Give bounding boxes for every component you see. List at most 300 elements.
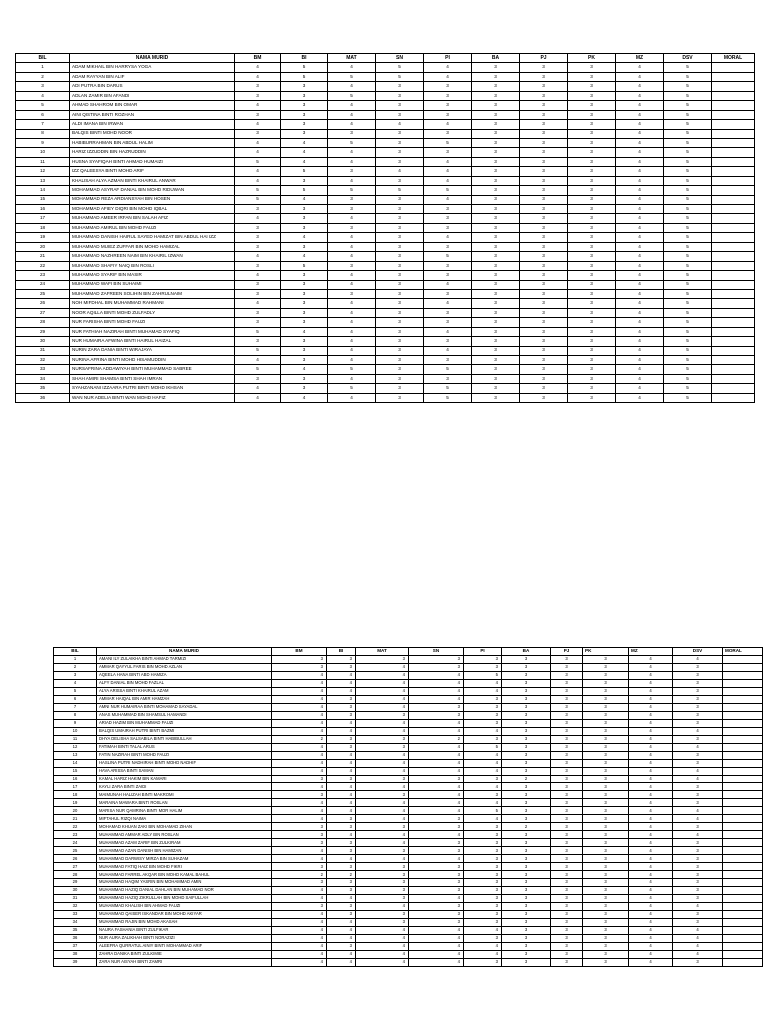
- grade-cell: 3: [568, 223, 616, 232]
- grade-cell: [723, 910, 763, 918]
- grade-cell: 3: [472, 167, 520, 176]
- row-number: 21: [16, 252, 70, 261]
- grade-cell: 4: [328, 157, 376, 166]
- grade-cell: 3: [583, 727, 629, 735]
- grade-cell: [723, 703, 763, 711]
- grade-cell: 4: [616, 365, 664, 374]
- table-row: [16, 346, 755, 355]
- grade-cell: 3: [235, 308, 281, 317]
- grade-cell: 3: [502, 791, 551, 799]
- grade-cell: 4: [616, 148, 664, 157]
- table-row: [54, 871, 763, 879]
- grade-cell: 3: [520, 63, 568, 72]
- grade-cell: 3: [281, 280, 328, 289]
- grade-cell: 3: [464, 879, 502, 887]
- grade-cell: 3: [502, 687, 551, 695]
- table-row: [54, 791, 763, 799]
- grade-cell: 3: [568, 374, 616, 383]
- row-number: 24: [16, 280, 70, 289]
- grade-cell: 3: [551, 743, 583, 751]
- grade-cell: 3: [409, 663, 464, 671]
- table-row: [16, 223, 755, 232]
- grade-cell: 3: [568, 384, 616, 393]
- grade-cell: 3: [281, 214, 328, 223]
- grade-cell: 4: [629, 687, 673, 695]
- grade-cell: 4: [673, 942, 723, 950]
- grade-cell: 3: [327, 695, 356, 703]
- grade-cell: 3: [583, 687, 629, 695]
- grade-cell: 3: [568, 299, 616, 308]
- grade-cell: 3: [520, 72, 568, 81]
- grade-cell: [712, 289, 755, 298]
- table-row: [16, 214, 755, 223]
- grade-cell: 3: [424, 308, 472, 317]
- grade-cell: 3: [328, 195, 376, 204]
- grade-cell: 3: [376, 337, 424, 346]
- grade-cell: 5: [664, 82, 712, 91]
- grade-cell: 3: [409, 655, 464, 663]
- grade-cell: 3: [464, 775, 502, 783]
- grade-cell: 5: [664, 242, 712, 251]
- grade-cell: 4: [235, 393, 281, 402]
- grade-cell: 3: [583, 759, 629, 767]
- grade-cell: 3: [551, 719, 583, 727]
- grade-cell: 4: [424, 280, 472, 289]
- grade-cell: 5: [281, 63, 328, 72]
- grade-cell: 4: [272, 895, 327, 903]
- grade-cell: 3: [472, 242, 520, 251]
- grade-cell: 3: [520, 356, 568, 365]
- grade-cell: 3: [464, 918, 502, 926]
- student-name: MOHAMMAD ASYRAF DANIAL BIN MOHD RIDUWAN: [70, 186, 235, 195]
- grade-cell: [712, 205, 755, 214]
- table-row: [16, 195, 755, 204]
- grade-cell: 3: [551, 791, 583, 799]
- grade-cell: 3: [409, 863, 464, 871]
- grade-cell: 3: [327, 823, 356, 831]
- grade-cell: 4: [629, 926, 673, 934]
- grade-cell: 3: [327, 815, 356, 823]
- student-name: MIFTAHUL RIZQI NAIMA: [97, 815, 272, 823]
- grade-cell: 4: [272, 855, 327, 863]
- grade-cell: [723, 711, 763, 719]
- student-name: NOH MIFDHAL BIN MUHAMMAD RAHMANI: [70, 299, 235, 308]
- student-name: SHAH AMIRI SHAMSA BINTI SHAH IMRAN: [70, 374, 235, 383]
- student-name: NURSAFRINA ADDAWIYAH BINTI MUHAMMAD SABREE: [70, 365, 235, 374]
- grade-cell: 3: [551, 895, 583, 903]
- student-name: AMMAR HAIQAL BIN AMIR HAMZAH: [97, 695, 272, 703]
- row-number: 26: [16, 299, 70, 308]
- grade-cell: 3: [502, 903, 551, 911]
- grade-cell: 5: [664, 214, 712, 223]
- grade-cell: 3: [520, 138, 568, 147]
- grade-cell: 3: [472, 129, 520, 138]
- grade-cell: 4: [616, 337, 664, 346]
- grade-cell: 3: [409, 910, 464, 918]
- grade-cell: 3: [551, 910, 583, 918]
- grade-cell: 3: [583, 950, 629, 958]
- grade-cell: 3: [472, 327, 520, 336]
- grade-cell: 4: [356, 942, 409, 950]
- grade-cell: 3: [464, 735, 502, 743]
- row-number: 30: [54, 887, 97, 895]
- grade-cell: 3: [472, 337, 520, 346]
- grade-cell: 2: [272, 871, 327, 879]
- grade-cell: [723, 783, 763, 791]
- grade-cell: 3: [356, 847, 409, 855]
- grade-cell: 5: [664, 63, 712, 72]
- table-row: [54, 847, 763, 855]
- grade-cell: 3: [464, 958, 502, 966]
- grade-cell: 4: [464, 759, 502, 767]
- grade-cell: 4: [616, 346, 664, 355]
- grade-cell: 3: [472, 299, 520, 308]
- grade-cell: 4: [272, 695, 327, 703]
- grade-cell: 3: [568, 138, 616, 147]
- grade-cell: 4: [673, 807, 723, 815]
- grade-cell: 3: [568, 129, 616, 138]
- grade-cell: 3: [409, 871, 464, 879]
- grade-cell: 5: [664, 72, 712, 81]
- grade-cell: [712, 384, 755, 393]
- grade-cell: 4: [328, 337, 376, 346]
- table-row: [16, 157, 755, 166]
- column-header: DSV: [664, 54, 712, 63]
- grade-cell: 3: [673, 711, 723, 719]
- grade-cell: [712, 308, 755, 317]
- grade-cell: 4: [616, 242, 664, 251]
- table-row: [54, 751, 763, 759]
- grade-cell: 3: [583, 799, 629, 807]
- grade-cell: 4: [424, 176, 472, 185]
- grade-cell: 3: [376, 393, 424, 402]
- grade-cell: 3: [583, 934, 629, 942]
- grade-cell: 4: [328, 82, 376, 91]
- grade-cell: 5: [664, 157, 712, 166]
- row-number: 29: [16, 327, 70, 336]
- student-name: AHMAD SHAHROM BIN OMAR: [70, 101, 235, 110]
- grade-cell: [723, 775, 763, 783]
- row-number: 26: [54, 855, 97, 863]
- grade-cell: 3: [673, 823, 723, 831]
- grade-cell: 3: [551, 823, 583, 831]
- grade-cell: 3: [376, 384, 424, 393]
- grade-cell: 3: [464, 695, 502, 703]
- grade-cell: 4: [235, 384, 281, 393]
- grade-cell: 5: [664, 337, 712, 346]
- grade-cell: 3: [520, 308, 568, 317]
- grade-cell: 4: [424, 233, 472, 242]
- table-row: [54, 895, 763, 903]
- student-name: MUHAMMAD ZAFREEN SOLIHIN BIN ZAHRULNAIM: [70, 289, 235, 298]
- student-name: NUR AURA ZALIKHAH BINTI NORAZIZI: [97, 934, 272, 942]
- grade-cell: 3: [520, 120, 568, 129]
- grade-cell: 4: [464, 687, 502, 695]
- column-header: BIL: [54, 648, 97, 656]
- grade-cell: 3: [520, 365, 568, 374]
- row-number: 35: [54, 926, 97, 934]
- grade-cell: 3: [583, 767, 629, 775]
- grade-cell: 4: [376, 167, 424, 176]
- student-name: BALQIS UMAIRAH PUTRI BINTI BAZMI: [97, 727, 272, 735]
- grade-cell: 3: [281, 356, 328, 365]
- column-header: MORAL: [712, 54, 755, 63]
- table-row: [54, 719, 763, 727]
- grades-table-2: [53, 647, 763, 967]
- grade-cell: 3: [464, 703, 502, 711]
- student-name: ALYA ARISSA BINTI KHAIRUL AZAM: [97, 687, 272, 695]
- grade-cell: 4: [328, 101, 376, 110]
- grade-cell: 3: [424, 148, 472, 157]
- student-name: KAYLI ZARA BINTI ZAIDI: [97, 783, 272, 791]
- table-row: [54, 903, 763, 911]
- table-row: [16, 110, 755, 119]
- row-number: 29: [54, 879, 97, 887]
- grade-cell: 3: [376, 233, 424, 242]
- grade-cell: 3: [472, 63, 520, 72]
- grade-cell: 3: [520, 393, 568, 402]
- table-row: [54, 815, 763, 823]
- column-header: MZ: [629, 648, 673, 656]
- grade-cell: [723, 735, 763, 743]
- grade-cell: 3: [673, 703, 723, 711]
- grade-cell: 4: [409, 679, 464, 687]
- grade-cell: 4: [409, 942, 464, 950]
- row-number: 31: [54, 895, 97, 903]
- grade-cell: 3: [502, 807, 551, 815]
- grade-cell: 3: [235, 129, 281, 138]
- table-row: [54, 799, 763, 807]
- grade-cell: 3: [464, 895, 502, 903]
- grade-cell: [712, 110, 755, 119]
- grade-cell: 3: [568, 72, 616, 81]
- grade-cell: [723, 863, 763, 871]
- grade-cell: [712, 271, 755, 280]
- grade-cell: 3: [551, 863, 583, 871]
- row-number: 17: [54, 783, 97, 791]
- grade-cell: 4: [464, 815, 502, 823]
- grade-cell: 3: [583, 910, 629, 918]
- grade-cell: 3: [673, 871, 723, 879]
- row-number: 1: [54, 655, 97, 663]
- grade-cell: 4: [673, 831, 723, 839]
- grade-cell: 4: [424, 167, 472, 176]
- grade-cell: 3: [464, 887, 502, 895]
- grade-cell: 3: [568, 233, 616, 242]
- grade-cell: 3: [472, 356, 520, 365]
- grade-cell: 3: [424, 318, 472, 327]
- grade-cell: 3: [551, 942, 583, 950]
- grade-cell: 4: [328, 280, 376, 289]
- grade-cell: 3: [235, 205, 281, 214]
- grade-cell: 4: [281, 195, 328, 204]
- student-name: MUHAMMAD HAQIM YASRIN BIN MOHAMMAD AMIN: [97, 879, 272, 887]
- student-name: MUHAMMAD AMEER IRFAN BIN SALAH AFIZ: [70, 214, 235, 223]
- student-name: MUHAMMAD AMIRUL BIN MOHD FAUZI: [70, 223, 235, 232]
- grade-cell: 3: [464, 871, 502, 879]
- grade-cell: 4: [281, 327, 328, 336]
- row-number: 22: [16, 261, 70, 270]
- grade-cell: 4: [616, 289, 664, 298]
- grade-cell: 3: [673, 887, 723, 895]
- grade-cell: 3: [502, 863, 551, 871]
- grade-cell: 3: [568, 195, 616, 204]
- grade-cell: 4: [328, 63, 376, 72]
- grade-cell: 3: [583, 879, 629, 887]
- grade-cell: 3: [502, 663, 551, 671]
- grade-cell: 3: [376, 110, 424, 119]
- grade-cell: 5: [664, 110, 712, 119]
- row-number: 14: [54, 759, 97, 767]
- grade-cell: 3: [520, 195, 568, 204]
- grade-cell: 4: [616, 356, 664, 365]
- grades-table-1: [15, 53, 755, 403]
- student-name: ZAHRA DANIKA BINTI ZULKIMIE: [97, 950, 272, 958]
- student-name: HARIZ IZZUDDIN BIN HAZRUDDIN: [70, 148, 235, 157]
- grade-cell: 3: [235, 374, 281, 383]
- grade-cell: 4: [673, 903, 723, 911]
- grade-cell: 3: [409, 839, 464, 847]
- grade-cell: 3: [673, 751, 723, 759]
- grade-cell: 3: [520, 186, 568, 195]
- grade-cell: 3: [409, 703, 464, 711]
- column-header: PJ: [520, 54, 568, 63]
- grade-cell: 5: [664, 167, 712, 176]
- grade-cell: 3: [502, 671, 551, 679]
- grade-cell: 3: [281, 176, 328, 185]
- grade-cell: 3: [520, 384, 568, 393]
- grade-cell: 5: [664, 308, 712, 317]
- grade-cell: 4: [376, 120, 424, 129]
- grade-cell: 4: [629, 855, 673, 863]
- grade-cell: 5: [376, 186, 424, 195]
- grade-cell: 3: [520, 261, 568, 270]
- grade-cell: 4: [327, 783, 356, 791]
- grade-cell: 4: [424, 346, 472, 355]
- grade-cell: 3: [673, 679, 723, 687]
- table-row: [16, 356, 755, 365]
- grade-cell: [723, 847, 763, 855]
- student-name: DHYA DELISHA SALSABILA BINTI HABIBULLAH: [97, 735, 272, 743]
- grade-cell: 4: [629, 934, 673, 942]
- student-name: MUHAMMAD SHAFIY NAIQ BIN ROSLI: [70, 261, 235, 270]
- table-row: [54, 887, 763, 895]
- grade-cell: 4: [616, 308, 664, 317]
- grade-cell: [712, 129, 755, 138]
- grade-cell: 3: [235, 110, 281, 119]
- grade-cell: 3: [464, 847, 502, 855]
- grade-cell: 3: [568, 91, 616, 100]
- grade-cell: 3: [464, 855, 502, 863]
- grade-cell: 4: [673, 655, 723, 663]
- student-name: ARIAD HAZIM BIN MUHAMMAD FAUZI: [97, 719, 272, 727]
- grade-cell: 2: [409, 735, 464, 743]
- grade-cell: 3: [583, 863, 629, 871]
- grade-cell: 4: [272, 687, 327, 695]
- grade-cell: 3: [356, 879, 409, 887]
- grade-cell: 3: [472, 261, 520, 270]
- table-row: [54, 759, 763, 767]
- column-header: PJ: [551, 648, 583, 656]
- grade-cell: 3: [281, 308, 328, 317]
- row-number: 18: [54, 791, 97, 799]
- grade-cell: 3: [376, 223, 424, 232]
- column-header: NAMA MURID: [70, 54, 235, 63]
- grade-cell: 3: [272, 655, 327, 663]
- row-number: 9: [54, 719, 97, 727]
- grade-cell: 4: [235, 271, 281, 280]
- grade-cell: 3: [376, 195, 424, 204]
- row-number: 27: [16, 308, 70, 317]
- grade-cell: 3: [472, 91, 520, 100]
- row-number: 8: [16, 129, 70, 138]
- grade-cell: 3: [356, 823, 409, 831]
- grade-cell: 4: [424, 120, 472, 129]
- student-name: NUR HUMAIRA AFWINA BINTI HAIRUL HAIZAL: [70, 337, 235, 346]
- student-name: ADAM MIKHAIL BIN HARRYSA YOGA: [70, 63, 235, 72]
- grade-cell: 5: [664, 176, 712, 185]
- grade-cell: [712, 318, 755, 327]
- table-row: [54, 823, 763, 831]
- grade-cell: 3: [673, 663, 723, 671]
- grade-cell: 4: [629, 799, 673, 807]
- student-name: MUHAMMAD AZAN DANISH BIN HAMIZAN: [97, 847, 272, 855]
- grade-cell: [723, 871, 763, 879]
- grade-cell: 3: [551, 887, 583, 895]
- table-row: [54, 839, 763, 847]
- grade-cell: 3: [568, 346, 616, 355]
- column-header: PI: [424, 54, 472, 63]
- grade-cell: 5: [424, 384, 472, 393]
- grade-cell: 3: [673, 847, 723, 855]
- grade-cell: 3: [235, 82, 281, 91]
- student-name: ADLAN ZAMIR BIN AFANDI: [70, 91, 235, 100]
- row-number: 37: [54, 942, 97, 950]
- grade-cell: 3: [376, 346, 424, 355]
- column-header: SN: [376, 54, 424, 63]
- grade-cell: 3: [272, 775, 327, 783]
- student-name: MUHAMMAD AMMAR ADLY BIN ROSLAN: [97, 831, 272, 839]
- grade-cell: 5: [424, 393, 472, 402]
- grade-cell: 3: [235, 337, 281, 346]
- grade-cell: 4: [616, 167, 664, 176]
- grade-cell: 3: [551, 663, 583, 671]
- grade-cell: 4: [616, 176, 664, 185]
- grade-cell: 3: [551, 871, 583, 879]
- grade-cell: 4: [235, 252, 281, 261]
- grade-cell: 3: [568, 148, 616, 157]
- grade-cell: 3: [502, 719, 551, 727]
- grade-cell: 3: [424, 271, 472, 280]
- grade-cell: 4: [616, 393, 664, 402]
- student-name: MOHAMMAD AFIEY DIQRI BIN MOHD IQBAL: [70, 205, 235, 214]
- grade-cell: 3: [673, 918, 723, 926]
- grade-cell: [723, 831, 763, 839]
- grade-cell: 4: [235, 63, 281, 72]
- grade-cell: 3: [502, 799, 551, 807]
- grade-cell: 4: [464, 751, 502, 759]
- column-header: NAMA MURID: [97, 648, 272, 656]
- grade-cell: 4: [616, 374, 664, 383]
- grade-cell: 3: [328, 289, 376, 298]
- grade-cell: 4: [629, 791, 673, 799]
- grade-cell: 4: [616, 63, 664, 72]
- student-name: AMMAR QAYYUL FARIS BIN MOHD AZLAN: [97, 663, 272, 671]
- grade-cell: 3: [356, 887, 409, 895]
- grade-cell: 5: [664, 327, 712, 336]
- grade-cell: 3: [472, 120, 520, 129]
- student-name: ALFY DANIAL BIN MOHD FAZLAL: [97, 679, 272, 687]
